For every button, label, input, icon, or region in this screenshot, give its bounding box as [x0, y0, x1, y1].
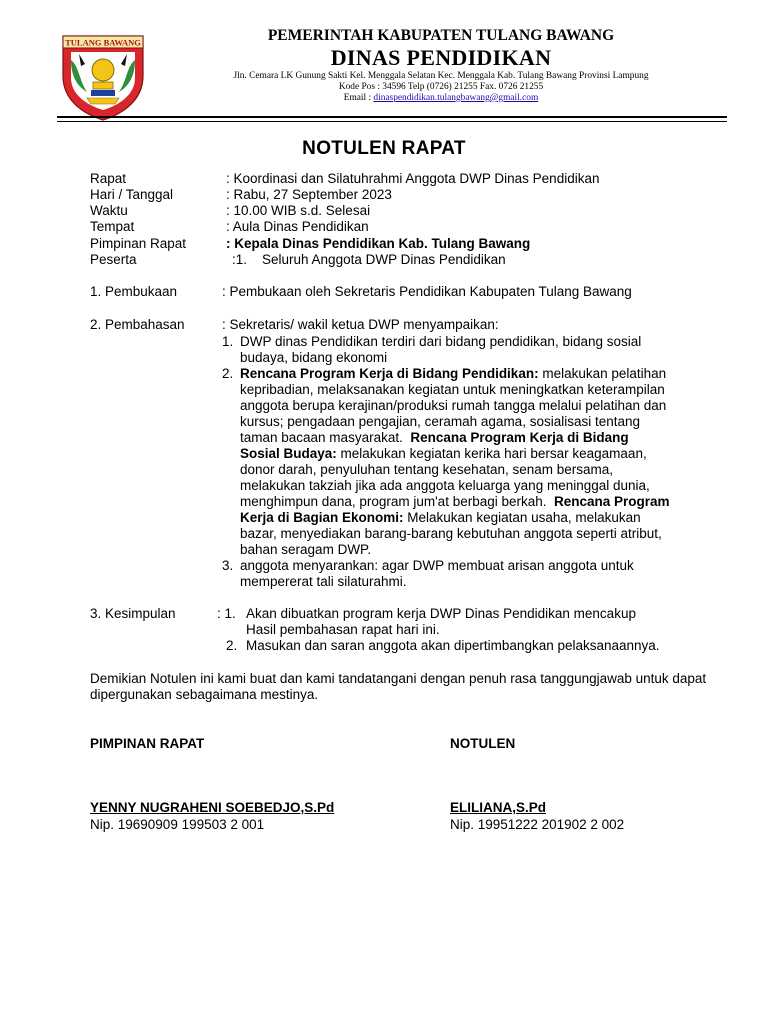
point-2-line: kursus; pengadaan pengajian, ceramah agama, sosialisasi tentang — [240, 414, 641, 429]
letterhead — [0, 0, 768, 120]
postal-phone-fax: Kode Pos : 34596 Telp (0726) 21255 Fax. 0726 21255 — [338, 82, 544, 92]
section-label: 3. Kesimpulan — [90, 606, 176, 621]
point-3-line: mempererat tali silaturahmi. — [240, 574, 407, 589]
signatory-name-right: ELILIANA,S.Pd — [450, 800, 547, 815]
section-value: : Pembukaan oleh Sekretaris Pendidikan Kabupaten Tulang Bawang — [222, 284, 632, 299]
conclusion-1-line: Hasil pembahasan rapat hari ini. — [246, 622, 440, 637]
point-number: 1. — [222, 334, 234, 349]
program-heading-ekonomi-cont: Kerja di Bagian Ekonomi: — [240, 510, 404, 525]
letterhead-rule-thin — [57, 121, 727, 122]
point-number: 2. — [222, 366, 234, 381]
point-2-line: bazar, menyediakan barang-barang kebutuhan anggota seperti atribut, — [240, 526, 662, 541]
signatory-name-left: YENNY NUGRAHENI SOEBEDJO,S.Pd — [90, 800, 335, 815]
info-value: : 10.00 WIB s.d. Selesai — [226, 203, 371, 218]
office-address: Jln. Cemara LK Gunung Sakti Kel. Menggala Selatan Kec. Menggala Kab. Tulang Bawang Provinsi Lampung — [233, 71, 649, 81]
pembahasan-intro: : Sekretaris/ wakil ketua DWP menyampaikan: — [222, 317, 499, 332]
point-number: 3. — [222, 558, 234, 573]
point-2-line — [240, 494, 670, 510]
program-heading-sosial-cont: Sosial Budaya: — [240, 446, 337, 461]
signatory-role-right: NOTULEN — [450, 736, 516, 751]
info-value: : Rabu, 27 September 2023 — [226, 187, 392, 202]
letterhead-rule-thick — [57, 116, 727, 118]
point-2-line — [240, 430, 629, 446]
info-value: : Kepala Dinas Pendidikan Kab. Tulang Bawang — [226, 236, 531, 251]
signatory-nip-right: Nip. 19951222 201902 2 002 — [450, 817, 625, 832]
info-value: :1. Seluruh Anggota DWP Dinas Pendidikan — [232, 252, 506, 267]
svg-text:TULANG BAWANG: TULANG BAWANG — [65, 37, 141, 48]
email-line — [160, 93, 722, 104]
letterhead-text — [160, 26, 722, 104]
program-heading-pendidikan: Rencana Program Kerja di Bidang Pendidikan: — [240, 366, 539, 381]
info-label: Peserta — [90, 252, 137, 267]
section-label: 2. Pembahasan — [90, 317, 185, 332]
closing-paragraph: Demikian Notulen ini kami buat dan kami tandatangani dengan penuh rasa tanggungjawab untuk dapat dipergunakan sebagaimana mestinya. — [90, 671, 707, 703]
conclusion-number: 2. — [226, 638, 238, 653]
point-3-line: anggota menyarankan: agar DWP membuat arisan anggota untuk — [240, 558, 634, 573]
point-1-line: DWP dinas Pendidikan terdiri dari bidang pendidikan, bidang sosial — [240, 334, 642, 349]
section-label: 1. Pembukaan — [90, 284, 178, 299]
document-title: NOTULEN RAPAT — [302, 138, 466, 159]
point-2-text: melakukan kegiatan kerika hari bersar keagamaan, — [336, 446, 647, 461]
program-heading-sosial: Rencana Program Kerja di Bidang — [410, 430, 629, 445]
conclusion-2-line: Masukan dan saran anggota akan dipertimbangkan pelaksanaannya. — [246, 638, 660, 653]
point-2-text: melakukan pelatihan — [538, 366, 667, 381]
email-label: Email : — [343, 93, 374, 103]
point-2-text: menghimpun dana, program jum'at berbagi berkah. — [240, 494, 555, 509]
program-heading-ekonomi: Rencana Program — [554, 494, 670, 509]
info-label: Waktu — [90, 203, 128, 218]
info-label: Pimpinan Rapat — [90, 236, 187, 251]
info-value: : Aula Dinas Pendidikan — [226, 219, 369, 234]
point-1-line: budaya, bidang ekonomi — [240, 350, 388, 365]
tulang-bawang-emblem — [57, 30, 149, 122]
info-value: : Koordinasi dan Silatuhrahmi Anggota DWP Dinas Pendidikan — [226, 171, 600, 186]
point-2-line — [240, 446, 647, 462]
info-label: Rapat — [90, 171, 127, 186]
email-link[interactable]: dinaspendidikan.tulangbawang@gmail.com — [373, 93, 539, 103]
info-label: Tempat — [90, 219, 135, 234]
point-2-text: taman bacaan masyarakat. — [240, 430, 411, 445]
point-2-line — [240, 366, 666, 382]
signatory-nip-left: Nip. 19690909 199503 2 001 — [90, 817, 265, 832]
point-2-line: melakukan takziah jika ada anggota keluarga yang meninggal dunia, — [240, 478, 650, 493]
point-2-line: bahan seragam DWP. — [240, 542, 372, 557]
info-label: Hari / Tanggal — [90, 187, 174, 202]
point-2-text: Melakukan kegiatan usaha, melakukan — [403, 510, 641, 525]
government-name: PEMERINTAH KABUPATEN TULANG BAWANG — [267, 27, 615, 44]
point-2-line: anggota berupa kerajinan/produksi rumah tangga melalui pelatihan dan — [240, 398, 667, 413]
conclusion-number: : 1. — [217, 606, 236, 621]
conclusion-1-line: Akan dibuatkan program kerja DWP Dinas Pendidikan mencakup — [246, 606, 636, 621]
department-name: DINAS PENDIDIKAN — [330, 45, 552, 70]
point-2-line: kepribadian, melaksanakan kegiatan untuk meningkatkan keterampilan — [240, 382, 665, 397]
point-2-line — [240, 510, 641, 526]
point-2-line: donor darah, penyuluhan tentang kesehatan, senam bersama, — [240, 462, 614, 477]
signatory-role-left: PIMPINAN RAPAT — [90, 736, 205, 751]
